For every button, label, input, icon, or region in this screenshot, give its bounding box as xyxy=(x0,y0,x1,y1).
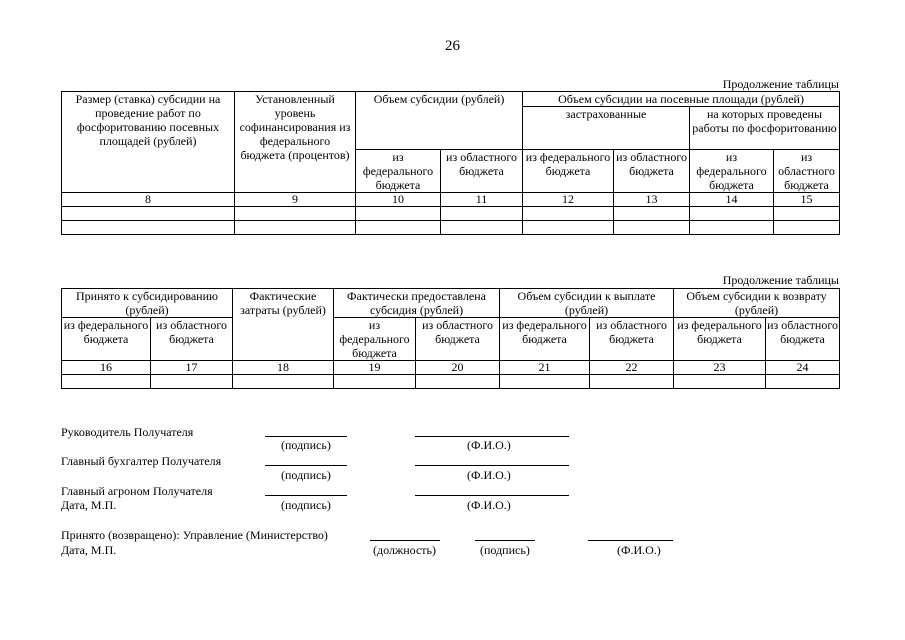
table-cell[interactable] xyxy=(523,207,614,221)
continuation-label: Продолжение таблицы xyxy=(722,77,839,91)
table-cell[interactable] xyxy=(235,207,356,221)
header-regional: из областного бюджета xyxy=(766,318,840,361)
fio-caption: (Ф.И.О.) xyxy=(617,543,661,557)
date-mp-label: Дата, М.П. xyxy=(61,498,117,512)
header-regional: из областного бюджета xyxy=(590,318,674,361)
table-cell[interactable] xyxy=(674,375,766,389)
page-number: 26 xyxy=(445,38,460,54)
header-to-pay: Объем субсидии к выплате (рублей) xyxy=(500,289,674,318)
table-cell[interactable] xyxy=(690,221,774,235)
header-cofinancing: Установленный уровень софинансирования из федерального бюджета (процентов) xyxy=(235,92,356,193)
date-mp-label: Дата, М.П. xyxy=(61,543,117,557)
chief-agronomist-label: Главный агроном Получателя xyxy=(61,484,213,498)
continuation-label: Продолжение таблицы xyxy=(722,273,839,287)
position-line[interactable] xyxy=(370,540,440,541)
head-of-recipient-label: Руководитель Получателя xyxy=(61,425,194,439)
column-number: 11 xyxy=(441,193,523,207)
fio-caption: (Ф.И.О.) xyxy=(467,438,511,452)
subsidy-table-part-2 xyxy=(61,288,840,389)
table-row xyxy=(62,375,840,389)
table-cell[interactable] xyxy=(690,207,774,221)
column-number: 23 xyxy=(674,361,766,375)
table-cell[interactable] xyxy=(62,221,235,235)
signature-line[interactable] xyxy=(265,465,347,466)
header-federal: из федерального бюджета xyxy=(674,318,766,361)
fio-line[interactable] xyxy=(415,495,569,496)
signature-caption: (подпись) xyxy=(480,543,530,557)
header-phosphorited: на которых проведены работы по фосфоритованию xyxy=(690,107,840,150)
table-cell[interactable] xyxy=(62,375,151,389)
column-number: 8 xyxy=(62,193,235,207)
header-regional: из областного бюджета xyxy=(614,150,690,193)
column-number: 16 xyxy=(62,361,151,375)
signature-caption: (подпись) xyxy=(281,438,331,452)
column-number: 10 xyxy=(356,193,441,207)
table-cell[interactable] xyxy=(590,375,674,389)
signature-line[interactable] xyxy=(265,436,347,437)
table-cell[interactable] xyxy=(233,375,334,389)
table-cell[interactable] xyxy=(441,221,523,235)
position-caption: (должность) xyxy=(373,543,436,557)
fio-caption: (Ф.И.О.) xyxy=(467,498,511,512)
header-to-return: Объем субсидии к возврату (рублей) xyxy=(674,289,840,318)
table-cell[interactable] xyxy=(500,375,590,389)
header-actual-costs: Фактические затраты (рублей) xyxy=(233,289,334,361)
column-number: 19 xyxy=(334,361,416,375)
table-cell[interactable] xyxy=(356,207,441,221)
table-row xyxy=(62,221,840,235)
header-insured: застрахованные xyxy=(523,107,690,150)
signature-line[interactable] xyxy=(475,540,535,541)
column-number: 9 xyxy=(235,193,356,207)
subsidy-table-part-1 xyxy=(61,91,840,235)
column-number: 14 xyxy=(690,193,774,207)
header-federal: из федерального бюджета xyxy=(62,318,151,361)
header-regional: из областного бюджета xyxy=(416,318,500,361)
table-cell[interactable] xyxy=(614,207,690,221)
header-federal: из федерального бюджета xyxy=(523,150,614,193)
header-actual-provided: Фактически предоставлена субсидия (рублей) xyxy=(334,289,500,318)
header-accepted: Принято к субсидированию (рублей) xyxy=(62,289,233,318)
fio-line[interactable] xyxy=(415,465,569,466)
column-number: 12 xyxy=(523,193,614,207)
table-cell[interactable] xyxy=(62,207,235,221)
table-cell[interactable] xyxy=(523,221,614,235)
header-volume-sown: Объем субсидии на посевные площади (рублей) xyxy=(523,92,840,107)
table-cell[interactable] xyxy=(416,375,500,389)
header-rate: Размер (ставка) субсидии на проведение работ по фосфоритованию посевных площадей (рублей) xyxy=(62,92,235,193)
table-cell[interactable] xyxy=(766,375,840,389)
column-number: 15 xyxy=(774,193,840,207)
header-regional: из областного бюджета xyxy=(774,150,840,193)
header-regional: из областного бюджета xyxy=(441,150,523,193)
signature-caption: (подпись) xyxy=(281,498,331,512)
header-federal: из федерального бюджета xyxy=(690,150,774,193)
table-cell[interactable] xyxy=(774,221,840,235)
column-number: 22 xyxy=(590,361,674,375)
header-federal: из федерального бюджета xyxy=(500,318,590,361)
header-volume: Объем субсидии (рублей) xyxy=(356,92,523,150)
table-cell[interactable] xyxy=(151,375,233,389)
table-cell[interactable] xyxy=(774,207,840,221)
fio-line[interactable] xyxy=(588,540,673,541)
header-federal: из федерального бюджета xyxy=(334,318,416,361)
fio-caption: (Ф.И.О.) xyxy=(467,468,511,482)
table-cell[interactable] xyxy=(614,221,690,235)
column-number: 17 xyxy=(151,361,233,375)
column-number: 20 xyxy=(416,361,500,375)
signature-caption: (подпись) xyxy=(281,468,331,482)
fio-line[interactable] xyxy=(415,436,569,437)
header-federal: из федерального бюджета xyxy=(356,150,441,193)
column-number: 13 xyxy=(614,193,690,207)
table-cell[interactable] xyxy=(235,221,356,235)
column-number: 24 xyxy=(766,361,840,375)
table-cell[interactable] xyxy=(334,375,416,389)
signature-line[interactable] xyxy=(265,495,347,496)
column-number: 18 xyxy=(233,361,334,375)
table-cell[interactable] xyxy=(356,221,441,235)
accepted-by-label: Принято (возвращено): Управление (Министерство) xyxy=(61,528,328,542)
column-number: 21 xyxy=(500,361,590,375)
table-cell[interactable] xyxy=(441,207,523,221)
chief-accountant-label: Главный бухгалтер Получателя xyxy=(61,454,222,468)
header-regional: из областного бюджета xyxy=(151,318,233,361)
table-row xyxy=(62,207,840,221)
